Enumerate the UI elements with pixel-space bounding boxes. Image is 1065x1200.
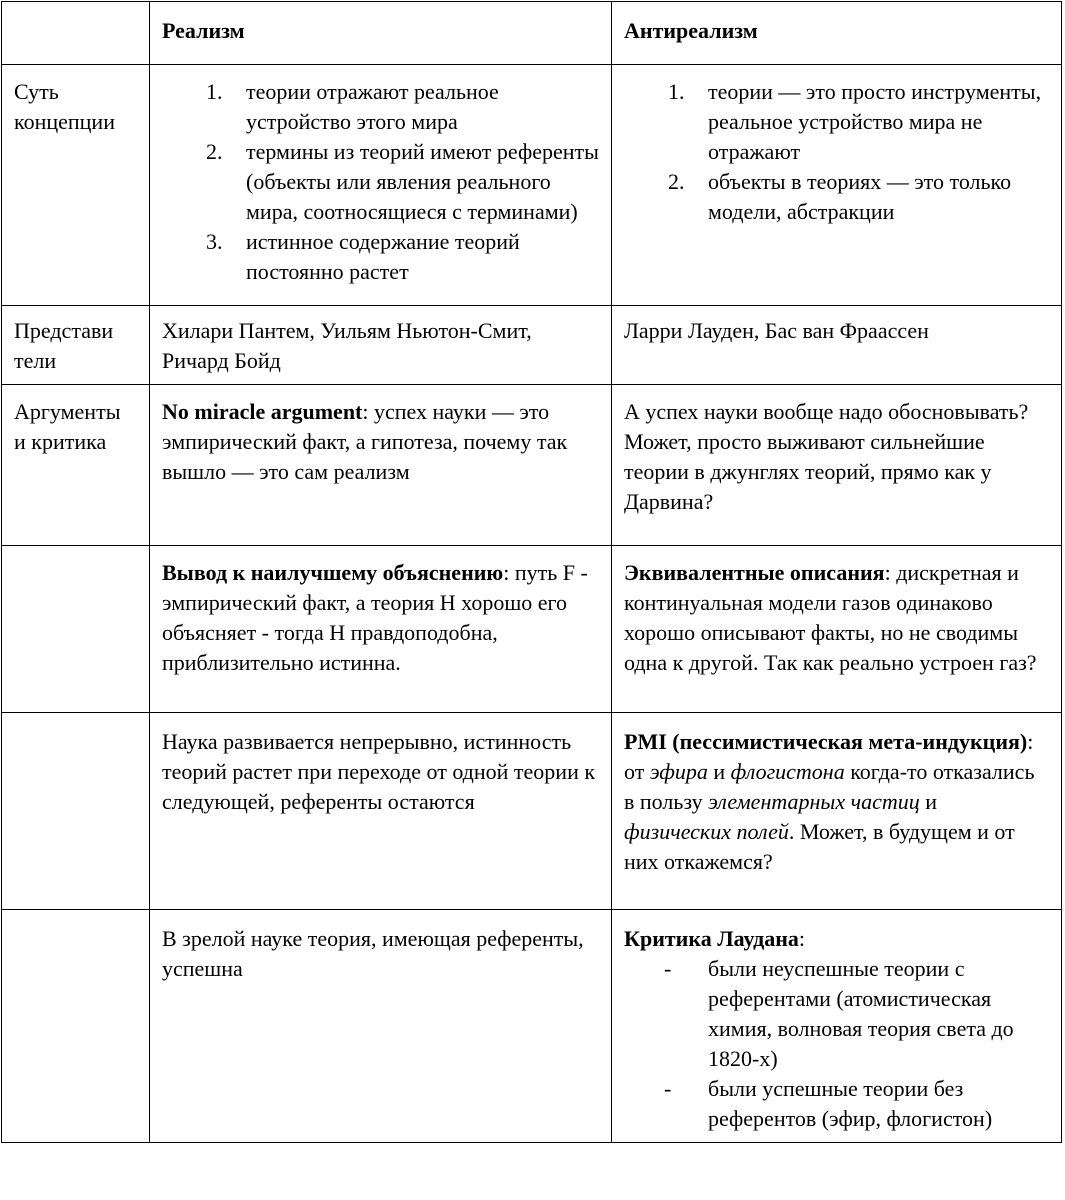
list-item	[162, 137, 599, 227]
no-miracle-argument-title: No miracle argument	[162, 399, 363, 424]
list-number: 1.	[206, 79, 223, 104]
mature-science-text: В зрелой науке теория, имеющая референты, успешна	[162, 926, 584, 981]
list-item	[624, 167, 1049, 227]
list-number: 2.	[206, 139, 223, 164]
header-row	[2, 2, 1062, 65]
pmi-physical-fields: физических полей	[624, 819, 789, 844]
best-explanation-title: Вывод к наилучшему объяснению	[162, 560, 504, 585]
arguments-1-realism-cell	[150, 385, 612, 546]
essence-label-cell	[2, 65, 150, 306]
list-number: 1.	[668, 79, 685, 104]
continuity-text: Наука развивается непрерывно, истинность теорий растет при переходе от одной теории к следующей, референты остаются	[162, 729, 596, 814]
list-number: 3.	[206, 229, 223, 254]
arguments-2-antirealism-cell	[612, 546, 1062, 713]
list-dash: -	[664, 956, 672, 981]
arguments-label: Аргументы и критика	[14, 399, 121, 454]
no-miracle-argument-text: : успех науки — это эмпирический факт, а гипотеза, почему так вышло — это сам реализм	[162, 399, 568, 484]
arguments-3-antirealism-cell	[612, 713, 1062, 910]
header-antirealism-cell	[612, 2, 1062, 65]
list-text: теории отражают реальное устройство этого мира	[246, 79, 499, 134]
list-item	[624, 1074, 1049, 1134]
representatives-antirealism: Ларри Лауден, Бас ван Фраассен	[624, 318, 929, 343]
arguments-row-3	[2, 713, 1062, 910]
essence-realism-list	[162, 77, 599, 287]
pmi-text-1: : от	[624, 729, 1034, 784]
best-explanation-text: : путь F - эмпирический факт, а теория H хорошо его объясняет - тогда H правдоподобна, приблизительно истинна.	[162, 560, 588, 675]
comparison-table	[1, 1, 1062, 1143]
arguments-2-realism-cell	[150, 546, 612, 713]
representatives-row	[2, 306, 1062, 385]
list-text: были успешные теории без референтов (эфир, флогистон)	[708, 1076, 993, 1131]
representatives-realism: Хилари Пантем, Уильям Ньютон-Смит, Ричард Бойд	[162, 318, 532, 373]
list-number: 2.	[668, 169, 685, 194]
arguments-2-empty-cell	[2, 546, 150, 713]
pmi-text-4: и	[919, 789, 938, 814]
list-text: истинное содержание теорий постоянно растет	[246, 229, 520, 284]
header-realism-cell	[150, 2, 612, 65]
laudan-critique-list	[624, 954, 1049, 1134]
list-text: теории — это просто инструменты, реальное устройство мира не отражают	[708, 79, 1042, 164]
pmi-elementary-particles: элементарных частиц	[708, 789, 920, 814]
equivalent-descriptions-text: : дискретная и континуальная модели газов одинаково хорошо описывают факты, но не сводимы одна к другой. Так как реально устроен газ?	[624, 560, 1037, 675]
arguments-3-empty-cell	[2, 713, 150, 910]
laudan-critique-title: Критика Лаудана	[624, 926, 799, 951]
arguments-3-realism-cell	[150, 713, 612, 910]
list-text: объекты в теориях — это только модели, абстракции	[708, 169, 1012, 224]
representatives-label-cell	[2, 306, 150, 385]
list-item	[624, 954, 1049, 1074]
arguments-row-4	[2, 910, 1062, 1143]
arguments-label-cell	[2, 385, 150, 546]
arguments-row-1	[2, 385, 1062, 546]
arguments-row-2	[2, 546, 1062, 713]
arguments-1-antirealism-cell	[612, 385, 1062, 546]
list-item	[162, 227, 599, 287]
pmi-phlogiston: флогистона	[730, 759, 845, 784]
list-item	[624, 77, 1049, 167]
pmi-title: PMI (пессимистическая мета-индукция)	[624, 729, 1028, 754]
pmi-text-2: и	[707, 759, 731, 784]
essence-label: Суть концепции	[14, 79, 115, 134]
laudan-critique-heading	[624, 924, 1049, 954]
equivalent-descriptions-title: Эквивалентные описания	[624, 560, 885, 585]
header-realism: Реализм	[162, 18, 245, 43]
header-antirealism: Антиреализм	[624, 18, 758, 43]
essence-row	[2, 65, 1062, 306]
essence-antirealism-list	[624, 77, 1049, 227]
list-dash: -	[664, 1076, 672, 1101]
essence-realism-cell	[150, 65, 612, 306]
essence-antirealism-cell	[612, 65, 1062, 306]
arguments-4-empty-cell	[2, 910, 150, 1143]
pmi-text-5: . Может, в будущем и от них откажемся?	[624, 819, 1015, 874]
pmi-text-3: когда-то отказались в пользу	[624, 759, 1035, 814]
laudan-critique-colon: :	[798, 926, 806, 951]
arguments-4-realism-cell	[150, 910, 612, 1143]
header-empty-cell	[2, 2, 150, 65]
darwin-argument-text: А успех науки вообще надо обосновывать? Может, просто выживают сильнейшие теории в джунглях теорий, прямо как у Дарвина?	[624, 399, 1029, 514]
representatives-realism-cell	[150, 306, 612, 385]
list-text: термины из теорий имеют референты (объекты или явления реального мира, соотносящиеся с терминами)	[246, 139, 599, 224]
list-item	[162, 77, 599, 137]
representatives-label: Представи тели	[14, 318, 114, 373]
list-text: были неуспешные теории с референтами (атомистическая химия, волновая теория света до 1820-х)	[708, 956, 1014, 1071]
representatives-antirealism-cell	[612, 306, 1062, 385]
arguments-4-antirealism-cell	[612, 910, 1062, 1143]
pmi-ether: эфира	[649, 759, 708, 784]
